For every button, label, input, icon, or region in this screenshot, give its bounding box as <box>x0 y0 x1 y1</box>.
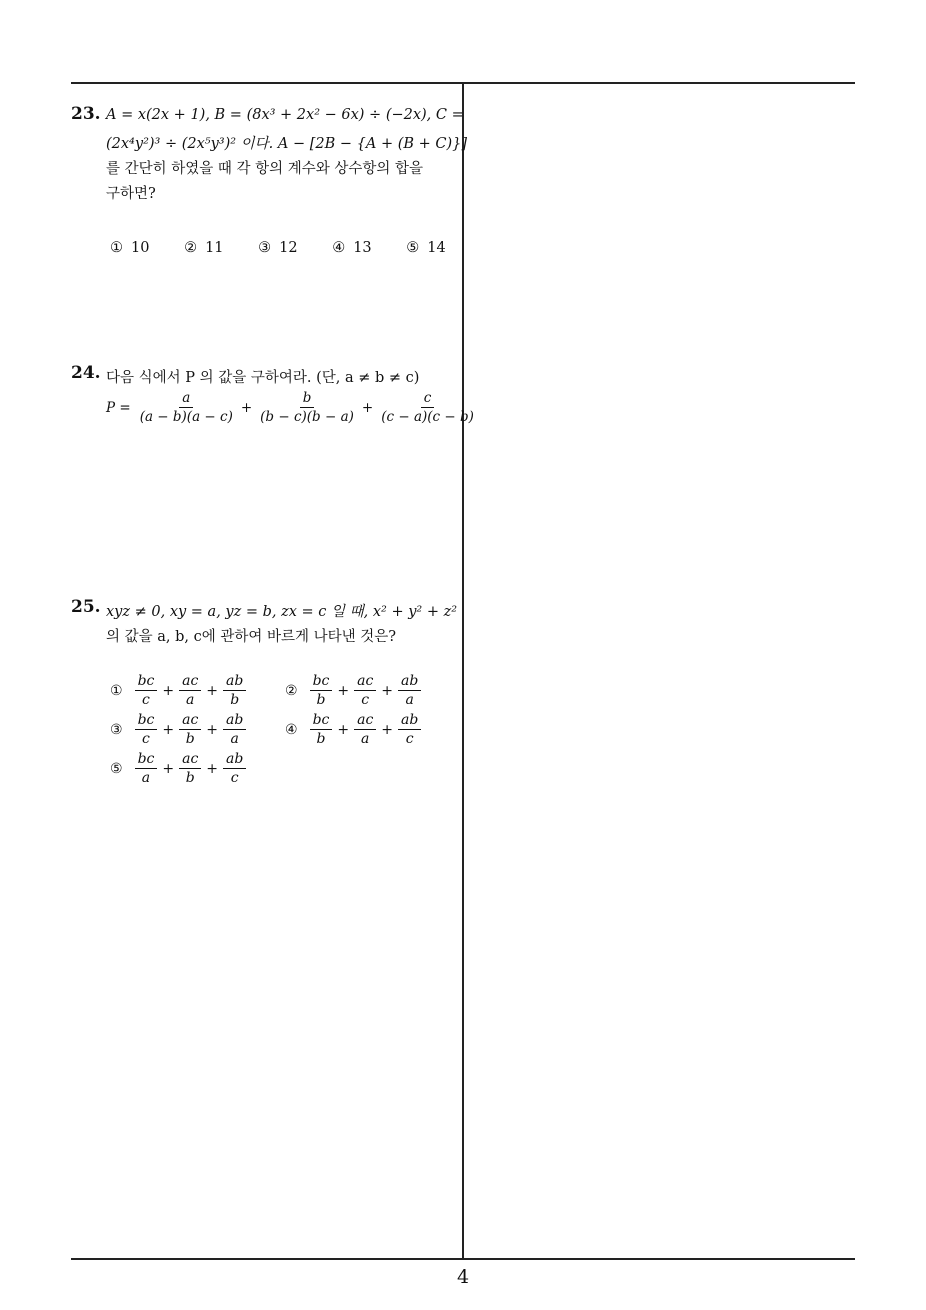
choice-3[interactable]: ③ $\frac{bc}{c}$ + $\frac{ac}{b}$ + $\frac{ab}{a}$ <box>110 712 248 747</box>
choice-2[interactable]: ② $\frac{bc}{b}$ + $\frac{ac}{c}$ + $\frac{ab}{a}$ <box>285 673 423 708</box>
equation-P: P = $\frac{a}{(a - b)(a - c)}$ + $\frac{b}{(b - c)(b - a)}$ + $\frac{c}{(c - a)(c - b)}$ <box>106 390 479 425</box>
question-text-line-4: 구하면? <box>106 186 156 202</box>
choice-2[interactable]: ② 11 <box>184 240 224 256</box>
choice-5[interactable]: ⑤ 14 <box>406 240 446 256</box>
question-text-line-1: 다음 식에서 P 의 값을 구하여라. (단, a ≠ b ≠ c) <box>106 370 420 386</box>
fraction-term-3: $\frac{c}{(c - a)(c - b)}$ <box>381 390 474 425</box>
question-number: 23. <box>71 104 101 124</box>
equation-lhs: P = <box>106 399 131 416</box>
choice-1[interactable]: ① 10 <box>110 240 150 256</box>
page-number: 4 <box>457 1266 470 1288</box>
choice-3[interactable]: ③ 12 <box>258 240 298 256</box>
question-number: 25. <box>71 597 101 617</box>
answer-choices <box>110 240 476 256</box>
question-text-line-1: A = x(2x + 1), B = (8x³ + 2x² − 6x) ÷ (−2x), C = <box>106 107 464 123</box>
column-divider <box>462 82 464 1259</box>
question-text-line-3: 를 간단히 하였을 때 각 항의 계수와 상수항의 합을 <box>106 161 424 177</box>
fraction-term-1: $\frac{a}{(a - b)(a - c)}$ <box>139 390 233 425</box>
question-text-line-1: xyz ≠ 0, xy = a, yz = b, zx = c 일 때, x² + y² + z² <box>106 604 458 620</box>
fraction-term-2: $\frac{b}{(b - c)(b - a)}$ <box>260 390 354 425</box>
choice-5[interactable]: ⑤ $\frac{bc}{a}$ + $\frac{ac}{b}$ + $\frac{ab}{c}$ <box>110 751 248 786</box>
choice-4[interactable]: ④ 13 <box>332 240 372 256</box>
question-text-line-2: (2x⁴y²)³ ÷ (2x⁵y³)² 이다. A − [2B − {A + (B + C)}] <box>106 136 468 152</box>
choice-1[interactable]: ① $\frac{bc}{c}$ + $\frac{ac}{a}$ + $\frac{ab}{b}$ <box>110 673 248 708</box>
choice-4[interactable]: ④ $\frac{bc}{b}$ + $\frac{ac}{a}$ + $\frac{ab}{c}$ <box>285 712 423 747</box>
question-text-line-2: 의 값을 a, b, c에 관하여 바르게 나타낸 것은? <box>106 629 397 645</box>
question-number: 24. <box>71 363 101 383</box>
